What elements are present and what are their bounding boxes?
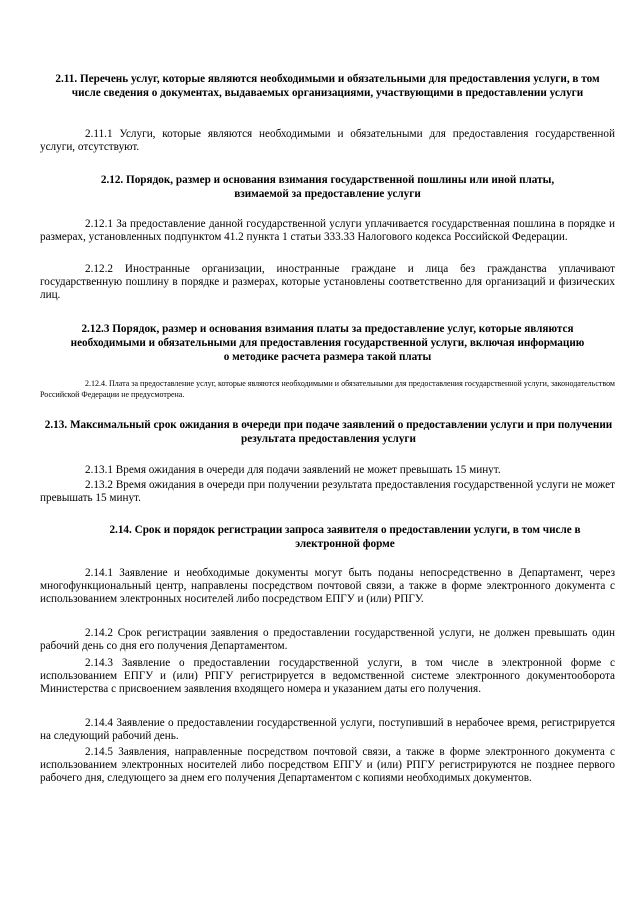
paragraph-2-14-2: 2.14.2 Срок регистрации заявления о предоставлении государственной услуги, не должен превышать один рабочий день со дня его получения Департаментом. xyxy=(40,627,615,652)
heading-2-11: 2.11. Перечень услуг, которые являются необходимыми и обязательными для предоставления услуги, в том числе сведения о документах, выдаваемых организациями, участвующими в предоставлении услуги xyxy=(55,73,600,99)
paragraph-2-14-4: 2.14.4 Заявление о предоставлении государственной услуги, поступивший в нерабочее время, регистрируется на следующий рабочий день. xyxy=(40,717,615,742)
paragraph-2-14-5: 2.14.5 Заявления, направленные посредством почтовой связи, а также в форме электронного документа с использованием электронных носителей либо посредством ЕПГУ и (или) РПГУ регистрируются не позднее первого рабочего дня, следующего за днем его получения Департаментом с копиями необходимых документов. xyxy=(40,746,615,784)
heading-2-13: 2.13. Максимальный срок ожидания в очереди при подаче заявлений о предоставлении услуги и при получении результата предоставления услуги xyxy=(44,419,613,445)
paragraph-2-14-3: 2.14.3 Заявление о предоставлении государственной услуги, в том числе в электронной форме с использованием ЕПГУ и (или) РПГУ регистрируется в ведомственной системе электронного документооборота Министерства с присвоением заявления входящего номера и указанием даты его получения. xyxy=(40,657,615,695)
paragraph-2-11-1: 2.11.1 Услуги, которые являются необходимыми и обязательными для предоставления государственной услуги, отсутствуют. xyxy=(40,128,615,153)
heading-2-12-3: 2.12.3 Порядок, размер и основания взимания платы за предоставление услуг, которые являются необходимыми и обязательными для предоставления государственной услуги, включая информацию о методике расчета размера такой платы xyxy=(70,323,585,363)
paragraph-2-13-1: 2.13.1 Время ожидания в очереди для подачи заявлений не может превышать 15 минут. xyxy=(85,464,501,476)
paragraph-2-12-4: 2.12.4. Плата за предоставление услуг, которые являются необходимыми и обязательными для предоставления государственной услуги, законодательством Российской Федерации не предусмотрена. xyxy=(40,379,615,399)
heading-2-14: 2.14. Срок и порядок регистрации запроса заявителя о предоставлении услуги, в том числе в электронной форме xyxy=(109,524,581,550)
paragraph-2-13-2: 2.13.2 Время ожидания в очереди при получении результата предоставления государственной услуги не может превышать 15 минут. xyxy=(40,479,615,504)
paragraph-2-14-1: 2.14.1 Заявление и необходимые документы могут быть поданы непосредственно в Департамент, через многофункциональный центр, направлены посредством почтовой связи, а также в форме электронного документа с использованием электронных носителей либо посредством ЕПГУ и (или) РПГУ. xyxy=(40,567,615,605)
paragraph-2-12-2: 2.12.2 Иностранные организации, иностранные граждане и лица без гражданства уплачивают государственную пошлину в порядке и размерах, которые установлены соответственно для организаций и физических лиц. xyxy=(40,263,615,301)
paragraph-2-12-1: 2.12.1 За предоставление данной государственной услуги уплачивается государственная пошлина в порядке и размерах, установленных подпунктом 41.2 пункта 1 статьи 333.33 Налогового кодекса Российской Федерации. xyxy=(40,218,615,243)
heading-2-12: 2.12. Порядок, размер и основания взимания государственной пошлины или иной платы, взимаемой за предоставление услуги xyxy=(100,174,555,200)
